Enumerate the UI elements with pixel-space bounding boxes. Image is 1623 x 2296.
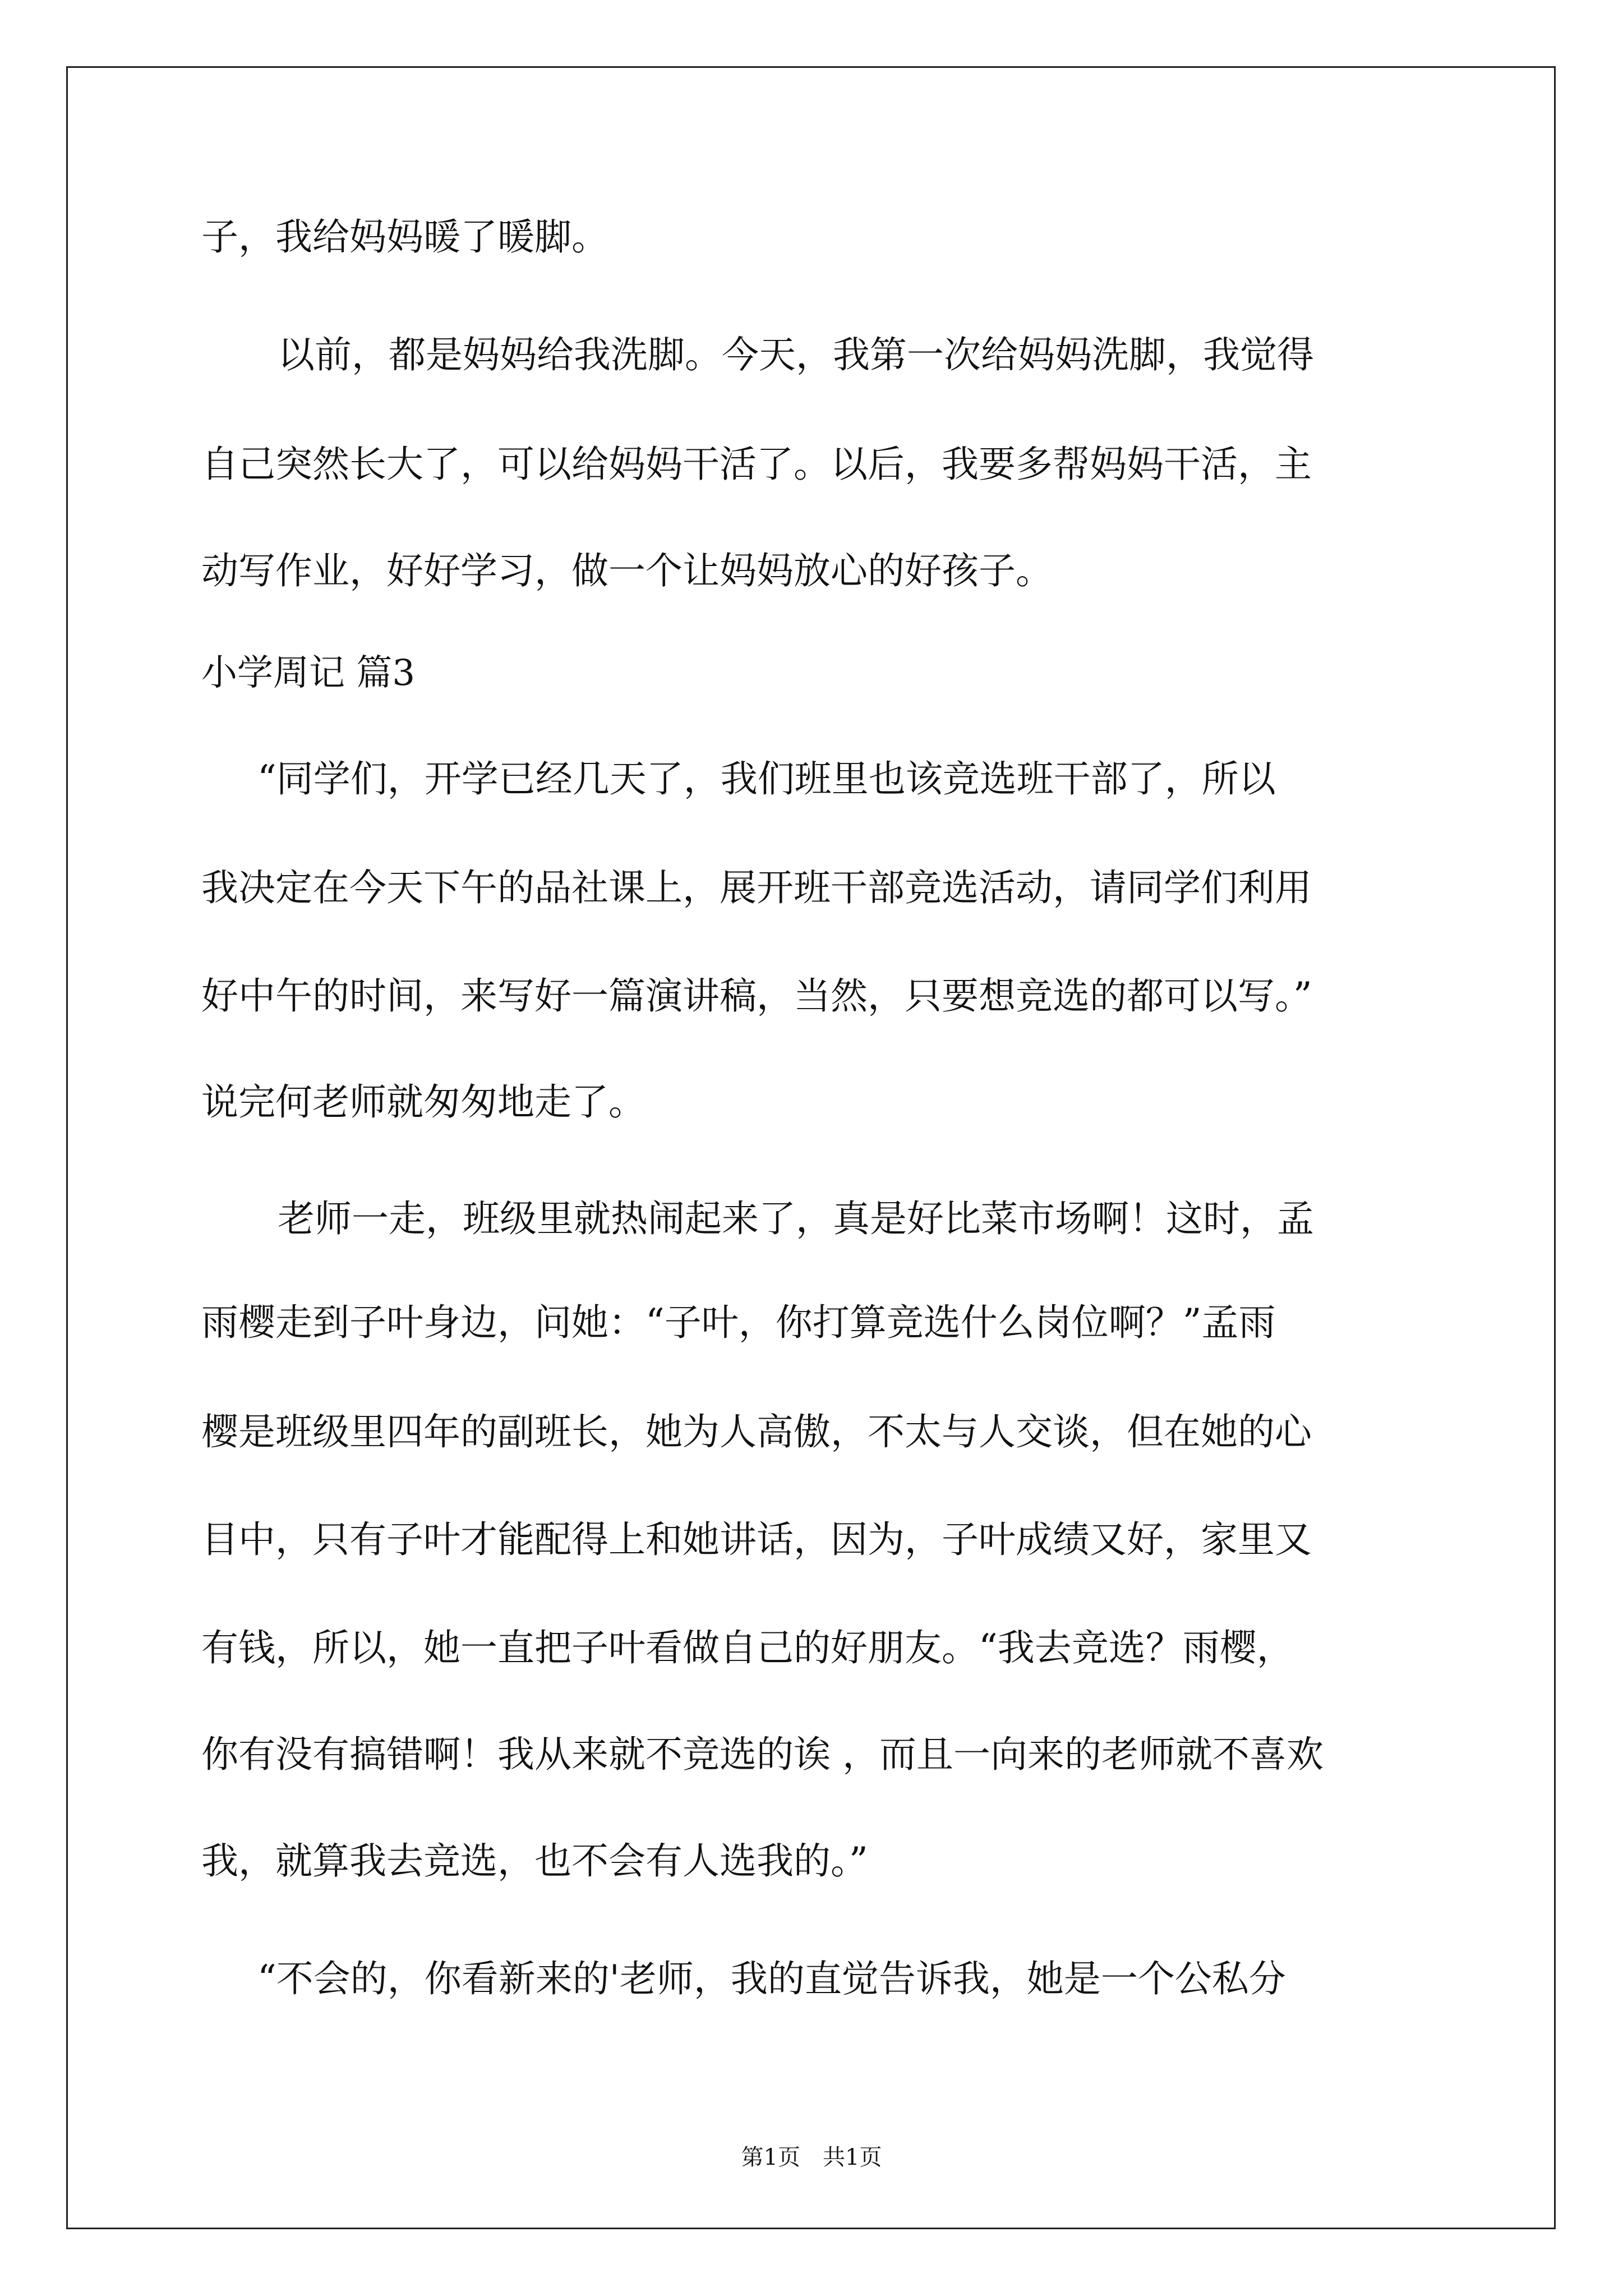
paragraph-line: 好中午的时间，来写好一篇演讲稿，当然，只要想竞选的都可以写。” bbox=[201, 974, 1312, 1018]
paragraph-line: 樱是班级里四年的副班长，她为人高傲，不太与人交谈，但在她的心 bbox=[201, 1410, 1312, 1453]
page-number-footer: 第1页 共1页 bbox=[741, 2145, 882, 2170]
paragraph-line: 自己突然长大了，可以给妈妈干活了。以后，我要多帮妈妈干活，主 bbox=[201, 443, 1312, 486]
paragraph-line: 以前，都是妈妈给我洗脚。今天，我第一次给妈妈洗脚，我觉得 bbox=[278, 333, 1314, 376]
paragraph-line: 动写作业，好好学习，做一个让妈妈放心的好孩子。 bbox=[201, 549, 1053, 592]
paragraph-line: 有钱，所以，她一直把子叶看做自己的好朋友。“我去竞选？雨樱， bbox=[201, 1626, 1294, 1669]
paragraph-line: 雨樱走到子叶身边，问她：“子叶，你打算竞选什么岗位啊？”孟雨 bbox=[201, 1301, 1276, 1344]
paragraph-line: 老师一走，班级里就热闹起来了，真是好比菜市场啊！这时，孟 bbox=[278, 1197, 1314, 1240]
paragraph-line: 子，我给妈妈暖了暖脚。 bbox=[201, 215, 608, 259]
paragraph-line: 说完何老师就匆匆地走了。 bbox=[201, 1080, 645, 1124]
paragraph-line: “不会的，你看新来的'老师，我的直觉告诉我，她是一个公私分 bbox=[257, 1957, 1286, 2000]
page-border bbox=[66, 66, 1556, 2229]
paragraph-line: “同学们，开学已经几天了，我们班里也该竞选班干部了，所以 bbox=[257, 757, 1276, 800]
paragraph-line: 你有没有搞错啊！我从来就不竞选的诶 ，而且一向来的老师就不喜欢 bbox=[201, 1733, 1324, 1776]
paragraph-line: 我，就算我去竞选，也不会有人选我的。” bbox=[201, 1839, 868, 1883]
section-heading: 小学周记 篇3 bbox=[201, 652, 416, 694]
paragraph-line: 目中，只有子叶才能配得上和她讲话，因为，子叶成绩又好，家里又 bbox=[201, 1518, 1312, 1561]
paragraph-line: 我决定在今天下午的品社课上，展开班干部竞选活动，请同学们利用 bbox=[201, 866, 1312, 909]
